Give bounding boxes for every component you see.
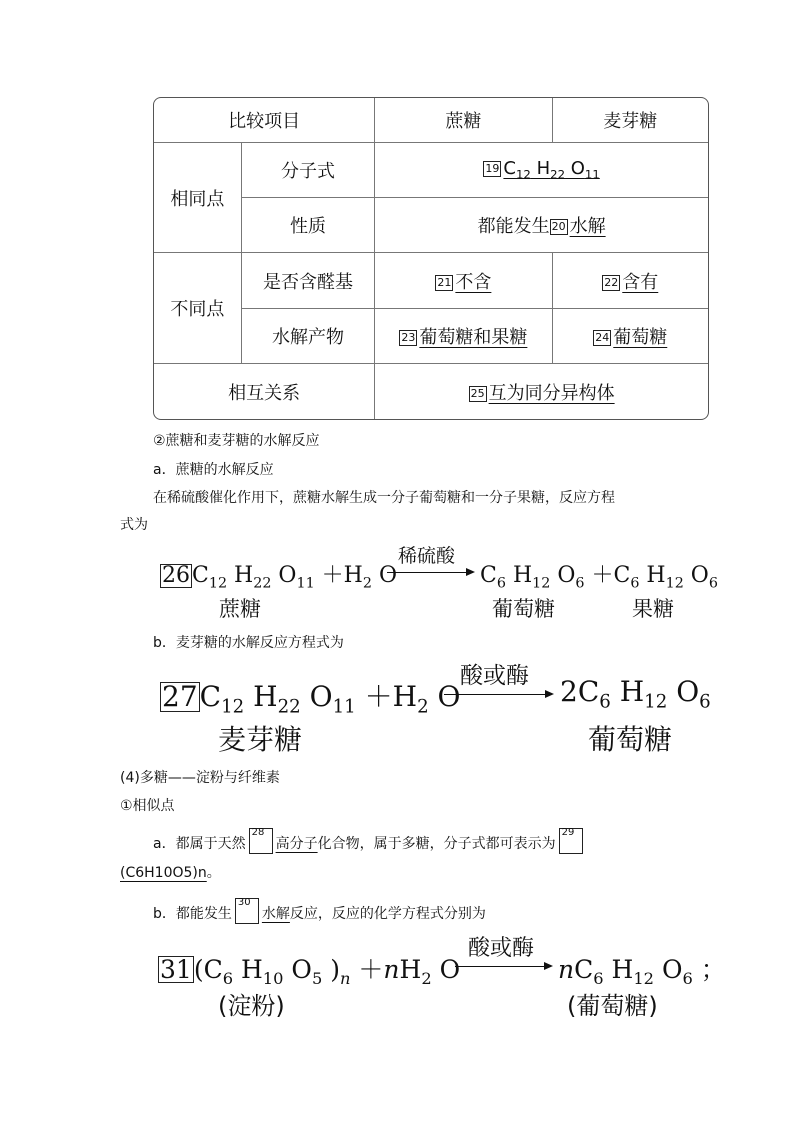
header-maltose: 麦芽糖	[553, 98, 708, 143]
caption-sucrose: 蔗糖	[219, 597, 261, 621]
equation-26-rhs: $C_6$ $H_{12}$ $O_6 +C_6$ $H_{12}$ $O_6$	[480, 563, 718, 592]
paragraph-pb: b．都能发生 30 水解反应，反应的化学方程式分别为	[153, 897, 486, 922]
equation-26-lhs: $26C_{12}$ $H_{22}$ $O_{11} +H_2$ O	[162, 563, 397, 592]
product-sucrose: 23 葡萄糖和果糖	[375, 309, 552, 364]
property-label: 性质	[242, 198, 376, 253]
formula-cell: 19 $C_{12}$ $H_{22}$ $O_{11}$	[375, 143, 708, 198]
reaction-arrow	[444, 694, 552, 695]
aldehyde-label: 是否含醛基	[242, 253, 376, 309]
section-polysaccharide: (4)多糖——淀粉与纤维素	[120, 770, 280, 786]
equation-27-condition: 酸或酶	[460, 663, 529, 689]
equation-31-rhs: $nC_6$ $H_{12}$ $O_6$ ；	[558, 955, 726, 988]
answer-box: 30	[235, 898, 259, 924]
property-cell: 都能发生 20 水解	[375, 198, 708, 253]
caption-starch: (淀粉)	[218, 992, 285, 1020]
equation-31-condition: 酸或酶	[468, 936, 535, 961]
caption-fructose: 果糖	[632, 597, 674, 621]
subheading-b: b．麦芽糖的水解反应方程式为	[153, 635, 344, 651]
reaction-arrow	[387, 572, 473, 573]
equation-27-lhs: $27C_{12}$ $H_{22}$ $O_{11} +H_2$ O	[162, 680, 461, 718]
section-hydrolysis: ②蔗糖和麦芽糖的水解反应	[153, 433, 320, 449]
answer-box: 28	[249, 828, 273, 854]
equation-31-lhs: $31(C_6$ $H_{10}$ $O_5$ )$_n +nH_2$ O	[160, 955, 461, 988]
answer-box: 29	[559, 828, 583, 854]
header-item: 比较项目	[154, 98, 375, 143]
paragraph-a-line1: 在稀硫酸催化作用下，蔗糖水解生成一分子葡萄糖和一分子果糖，反应方程	[153, 490, 615, 506]
relation-cell: 25 互为同分异构体	[470, 382, 615, 404]
aldehyde-sucrose: 21 不含	[375, 253, 552, 309]
paragraph-pa: a．都属于天然 28 高分子化合物，属于多糖，分子式都可表示为 29	[153, 828, 586, 854]
same-label: 相同点	[154, 143, 242, 253]
equation-26-condition: 稀硫酸	[398, 545, 456, 567]
aldehyde-maltose: 22 含有	[553, 253, 708, 309]
paragraph-pa-end: (C6H10O5)n。	[120, 865, 221, 881]
relation-label: 相互关系	[154, 364, 375, 419]
answer-number: 19	[485, 162, 500, 176]
caption-glucose: (葡萄糖)	[567, 992, 658, 1020]
reaction-arrow	[455, 966, 551, 967]
formula-label: 分子式	[242, 143, 376, 198]
caption-glucose: 葡萄糖	[588, 723, 673, 756]
product-maltose: 24 葡萄糖	[553, 309, 708, 364]
similarities-heading: ①相似点	[120, 798, 175, 814]
caption-glucose: 葡萄糖	[492, 597, 555, 621]
product-label: 水解产物	[242, 309, 376, 364]
equation-27-rhs: $2C_6$ $H_{12}$ $O_6$	[560, 675, 711, 713]
diff-label: 不同点	[154, 253, 242, 364]
paragraph-a-line2: 式为	[120, 517, 148, 533]
caption-maltose: 麦芽糖	[218, 723, 303, 756]
comparison-table	[153, 97, 709, 420]
header-sucrose: 蔗糖	[375, 98, 552, 143]
subheading-a: a．蔗糖的水解反应	[153, 462, 274, 478]
